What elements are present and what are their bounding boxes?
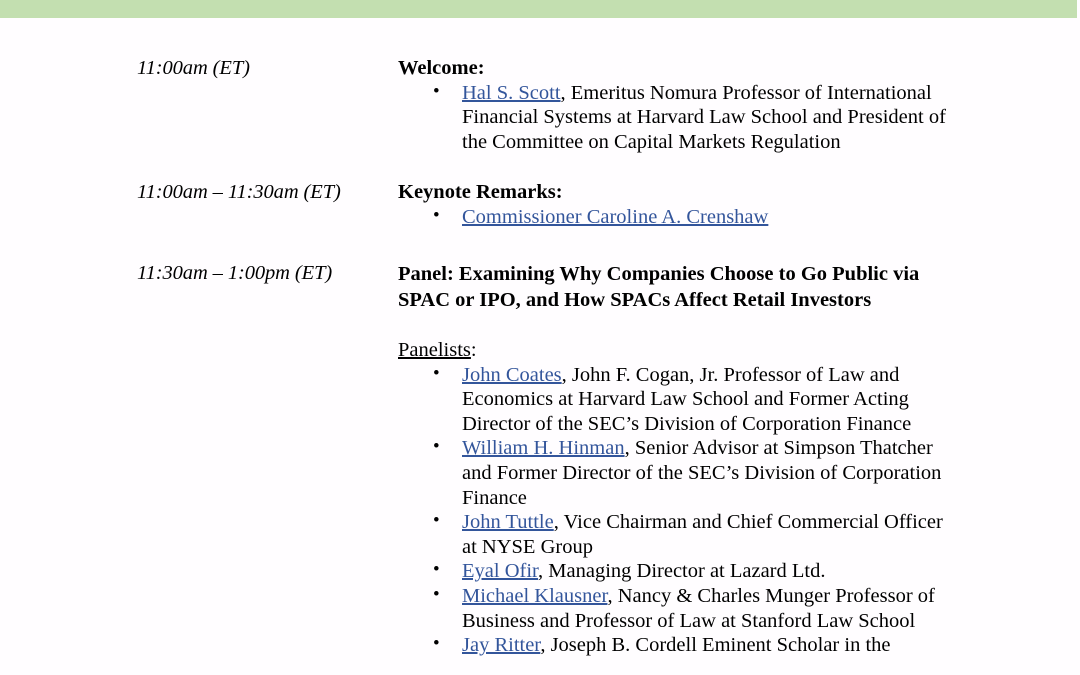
panelist-link-jay-ritter[interactable]: Jay Ritter: [462, 634, 541, 657]
panelist-link-michael-klausner[interactable]: Michael Klausner: [462, 584, 608, 607]
header-green-band: [0, 0, 1077, 18]
list-item: [398, 81, 957, 155]
list-item: [398, 205, 957, 230]
agenda-row-welcome: [137, 56, 957, 154]
speaker-bio-hal-s-scott: , Emeritus Nomura Professor of International Financial Systems at Harvard Law School and President of the Committee on Capital Markets Regulation: [462, 81, 946, 153]
panelists-label-text: Panelists: [398, 339, 471, 361]
list-item: [398, 584, 957, 633]
keynote-heading: Keynote Remarks:: [398, 181, 563, 203]
list-item: [398, 633, 957, 658]
speaker-link-hal-s-scott[interactable]: Hal S. Scott: [462, 81, 561, 104]
welcome-speaker-list: [398, 81, 957, 155]
agenda-body-keynote: [398, 180, 957, 229]
keynote-speaker-list: [398, 205, 957, 230]
list-item: [398, 559, 957, 584]
panelist-bio-jay-ritter: , Joseph B. Cordell Eminent Scholar in the: [540, 634, 891, 657]
panelist-link-john-coates[interactable]: John Coates: [462, 363, 562, 386]
welcome-heading: Welcome:: [398, 57, 485, 79]
panelists-label: [398, 313, 957, 363]
agenda-body-welcome: [398, 56, 957, 154]
panelist-bio-john-coates: , John F. Cogan, Jr. Professor of Law and Economics at Harvard Law School and Former Acting Director of the SEC’s Division of Corporation Finance: [462, 363, 912, 435]
panelist-link-eyal-ofir[interactable]: Eyal Ofir: [462, 560, 539, 583]
list-item: [398, 363, 957, 437]
list-item: [398, 436, 957, 510]
agenda-time-welcome: 11:00am (ET): [137, 57, 250, 79]
panelist-list: [398, 363, 957, 658]
panelist-link-john-tuttle[interactable]: John Tuttle: [462, 511, 554, 534]
document-content: [0, 18, 1080, 675]
agenda-time-panel: 11:30am – 1:00pm (ET): [137, 262, 333, 284]
panel-heading: Panel: Examining Why Companies Choose to Go Public via SPAC or IPO, and How SPACs Affect Retail Investors: [398, 263, 920, 311]
list-item: [398, 510, 957, 559]
panelist-bio-william-h-hinman: , Senior Advisor at Simpson Thatcher and Former Director of the SEC’s Division of Corporation Finance: [462, 437, 942, 509]
speaker-link-caroline-a-crenshaw[interactable]: Commissioner Caroline A. Crenshaw: [462, 205, 769, 228]
panelists-label-colon: :: [470, 339, 477, 361]
agenda-row-keynote: [137, 180, 957, 229]
panelist-link-william-h-hinman[interactable]: William H. Hinman: [462, 437, 625, 460]
panelist-bio-eyal-ofir: , Managing Director at Lazard Ltd.: [538, 560, 826, 583]
agenda-time-keynote: 11:00am – 11:30am (ET): [137, 181, 341, 203]
agenda-row-panel: [137, 261, 957, 658]
agenda-body-panel: [398, 261, 957, 658]
panelist-bio-michael-klausner: , Nancy & Charles Munger Professor of Business and Professor of Law at Stanford Law School: [462, 584, 935, 632]
panelist-bio-john-tuttle: , Vice Chairman and Chief Commercial Officer at NYSE Group: [462, 511, 943, 558]
